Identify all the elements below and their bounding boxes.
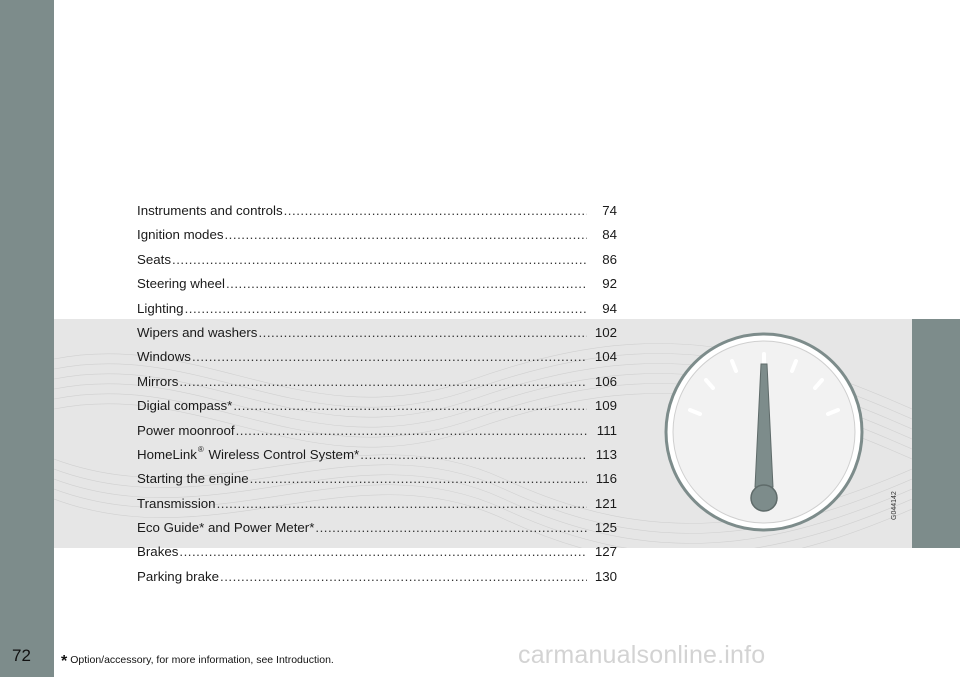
- toc-entry-page: 130: [594, 568, 617, 584]
- toc-entry-page: 113: [595, 446, 617, 462]
- toc-entry-page: 125: [594, 520, 617, 536]
- toc-entry-page: 84: [602, 227, 617, 243]
- toc-entry-title: Lighting: [137, 300, 184, 316]
- toc-entry-page: 127: [594, 544, 617, 560]
- toc-entry[interactable]: [137, 544, 617, 568]
- watermark: carmanualsonline.info: [518, 641, 766, 669]
- toc-entry-page: 74: [602, 203, 617, 218]
- toc-entry-title: Starting the engine: [137, 471, 249, 487]
- toc-entry[interactable]: [137, 349, 617, 373]
- toc-entry[interactable]: [137, 444, 617, 471]
- toc-entry[interactable]: [137, 520, 617, 544]
- toc-leader-dots: [172, 252, 587, 267]
- toc-leader-dots: [233, 398, 587, 413]
- page-number: 72: [12, 646, 31, 665]
- toc-entry-title: Mirrors: [137, 373, 179, 389]
- toc-entry-title: [137, 444, 360, 462]
- toc-entry-title: Power moonroof: [137, 422, 235, 438]
- toc-leader-dots: [236, 423, 587, 438]
- toc-leader-dots: [284, 203, 587, 218]
- toc-entry[interactable]: [137, 496, 617, 520]
- toc-leader-dots: [179, 544, 587, 559]
- toc-leader-dots: [220, 569, 587, 584]
- footnote-text: Option/accessory, for more information, see Introduction.: [70, 654, 334, 666]
- toc-leader-dots: [217, 496, 587, 511]
- toc-entry-title: Steering wheel: [137, 276, 225, 292]
- toc-entry-title: Digial compass*: [137, 398, 233, 414]
- toc-entry[interactable]: [137, 301, 617, 325]
- toc-leader-dots: [226, 276, 587, 291]
- toc-entry[interactable]: [137, 423, 617, 447]
- toc-leader-dots: [185, 301, 587, 316]
- toc-entry[interactable]: [137, 374, 617, 398]
- toc-entry-page: 106: [594, 373, 617, 389]
- toc-entry-title: Transmission: [137, 495, 216, 511]
- toc-entry-title-rest: Wireless Control System*: [204, 446, 360, 462]
- toc-leader-dots: [315, 520, 587, 535]
- toc-entry-title: Brakes: [137, 544, 179, 560]
- toc-entry-title: Seats: [137, 251, 172, 267]
- toc-entry-title: Instruments and controls: [137, 203, 283, 218]
- toc-entry[interactable]: [137, 569, 617, 593]
- toc-leader-dots: [179, 374, 587, 389]
- footnote: [61, 650, 334, 668]
- footnote-star: *: [61, 653, 68, 670]
- toc-leader-dots: [258, 325, 587, 340]
- toc-entry[interactable]: [137, 325, 617, 349]
- toc-entry-page: 109: [594, 398, 617, 414]
- table-of-contents: [137, 203, 617, 593]
- toc-leader-dots: [250, 471, 587, 486]
- toc-entry-page: 86: [602, 251, 617, 267]
- toc-entry-title: Ignition modes: [137, 227, 224, 243]
- toc-entry-title-main: HomeLink: [137, 446, 197, 462]
- toc-entry-page: 92: [602, 276, 617, 292]
- registered-mark: ®: [197, 444, 204, 454]
- toc-entry-page: 94: [602, 300, 617, 316]
- toc-leader-dots: [224, 227, 587, 242]
- toc-entry-page: 116: [595, 471, 617, 487]
- toc-entry[interactable]: [137, 471, 617, 495]
- toc-entry[interactable]: [137, 227, 617, 251]
- speedometer-gauge-icon: [656, 332, 872, 532]
- right-chapter-tab: [912, 319, 960, 548]
- illustration-code: G044142: [891, 491, 898, 520]
- toc-entry[interactable]: [137, 252, 617, 276]
- toc-entry-title: Wipers and washers: [137, 324, 258, 340]
- toc-entry-title: Parking brake: [137, 568, 220, 584]
- toc-entry-page: 121: [594, 495, 617, 511]
- toc-entry-page: 111: [596, 422, 617, 438]
- toc-entry-title: Windows: [137, 349, 191, 365]
- toc-entry-title: Eco Guide* and Power Meter*: [137, 520, 315, 536]
- toc-entry-page: 104: [594, 349, 617, 365]
- toc-entry[interactable]: [137, 398, 617, 422]
- toc-leader-dots: [192, 349, 587, 364]
- toc-leader-dots: [360, 447, 587, 462]
- toc-entry[interactable]: [137, 276, 617, 300]
- left-side-bar: [0, 0, 54, 677]
- toc-entry[interactable]: [137, 203, 617, 227]
- toc-entry-page: 102: [594, 324, 617, 340]
